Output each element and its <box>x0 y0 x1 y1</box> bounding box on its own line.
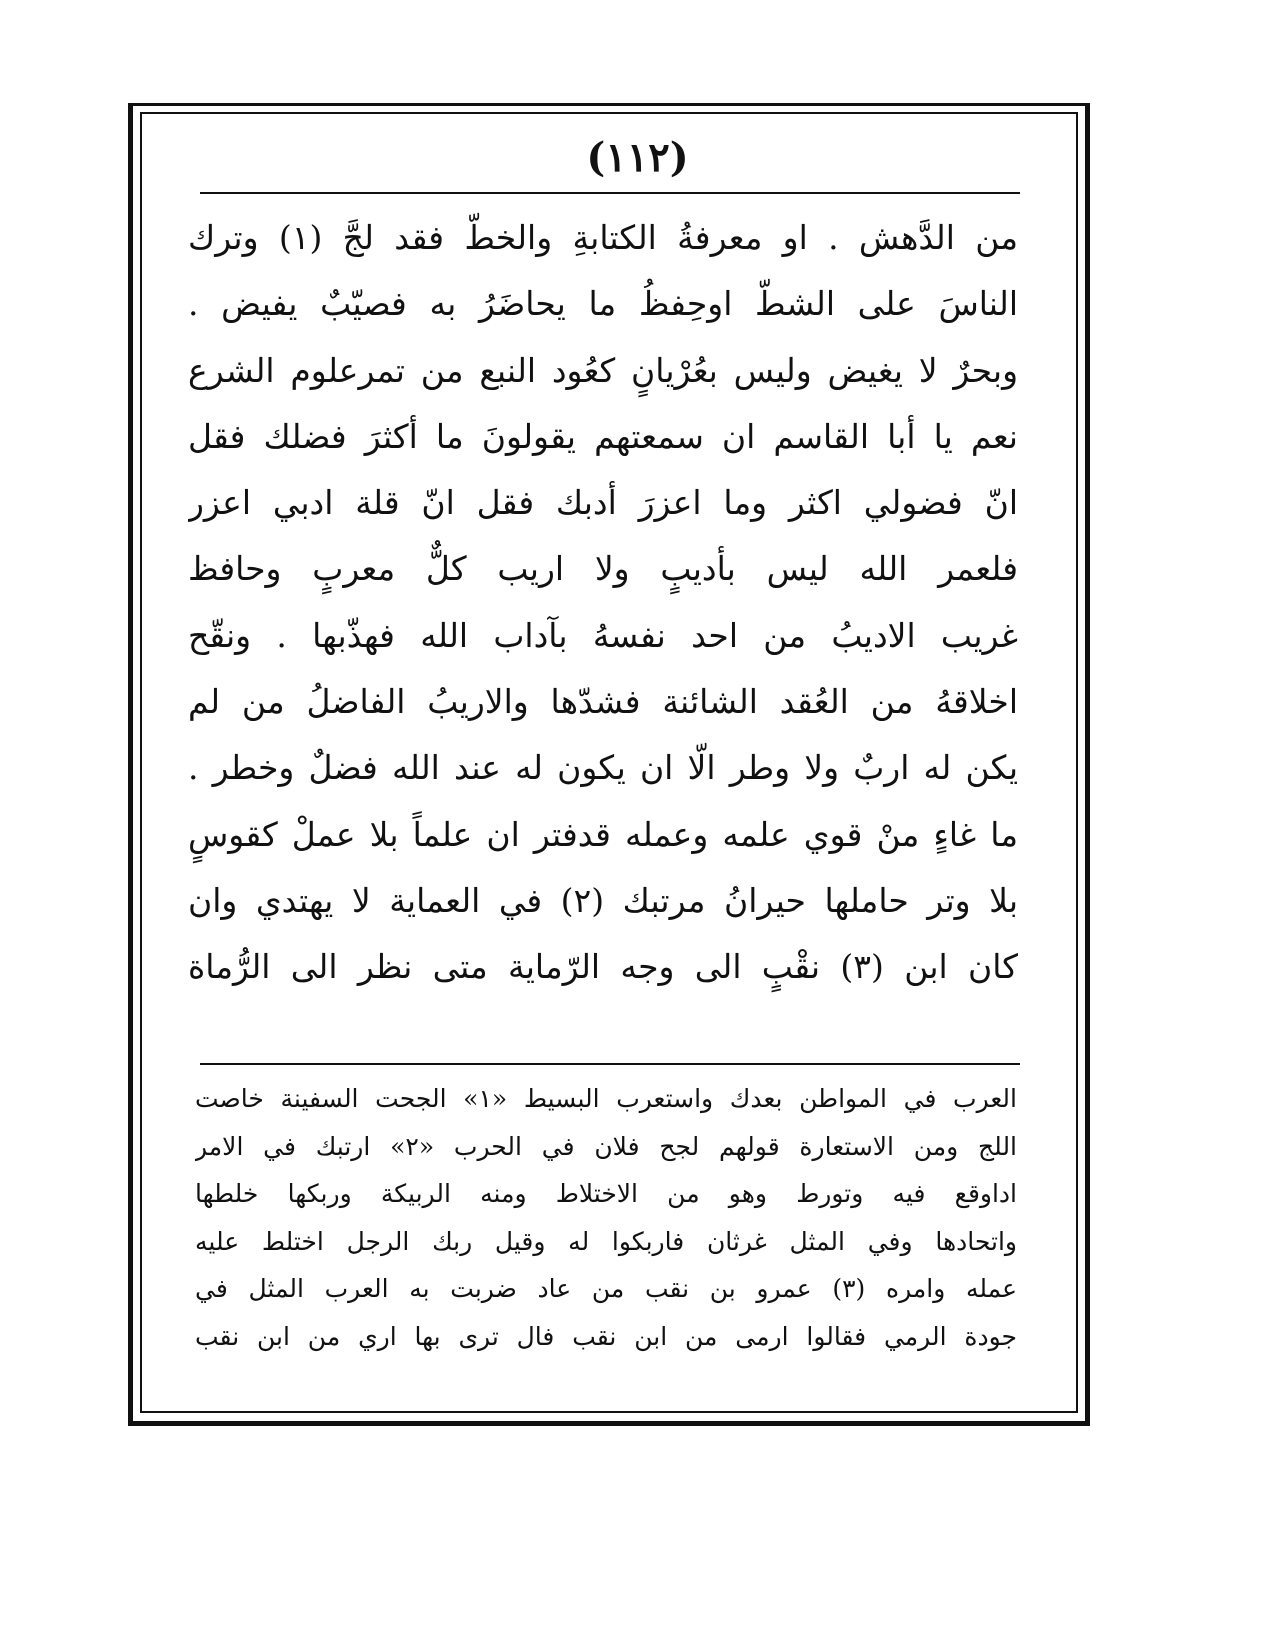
text-line: وبحرٌ لا يغيض وليس بعُرْيانٍ كعُود النبع من تمرعلوم الشرع <box>188 350 1018 390</box>
text-line: كان ابن (٣) نقْبٍ الى وجه الرّماية متى نظر الى الرُّماة <box>188 947 1018 987</box>
main-text <box>188 205 1018 1001</box>
footnote-line: عمله وامره (٣) عمرو بن نقب من عاد ضربت به العرب المثل في <box>195 1274 1017 1303</box>
page-number: (١١٢) <box>586 134 689 181</box>
text-line: اخلاقهُ من العُقد الشائنة فشدّها والاريبُ الفاضلُ من لم <box>188 682 1018 722</box>
footnote-line: واتحادها وفي المثل غرثان فاربكوا له وقيل ربك الرجل اختلط عليه <box>195 1226 1017 1256</box>
text-line: بلا وتر حاملها حيرانُ مرتبك (٢) في العماية لا يهتدي وان <box>188 880 1018 920</box>
text-line: من الدَّهش . او معرفةُ الكتابةِ والخطّ فقد لجَّ (١) وترك <box>188 218 1018 257</box>
footnote-line: اللج ومن الاستعارة قولهم لجح فلان في الحرب «٢» ارتبك في الامر <box>195 1131 1017 1161</box>
footnote-line: اداوقع فيه وتورط وهو من الاختلاط ومنه الربيكة وربكها خلطها <box>195 1179 1017 1208</box>
header-rule <box>200 192 1020 194</box>
text-line: غريب الاديبُ من احد نفسهُ بآداب الله فهذّبها . ونقّح <box>188 615 1018 655</box>
footnote-line: جودة الرمي فقالوا ارمى من ابن نقب فال ترى بها اري من ابن نقب <box>195 1321 1017 1351</box>
text-line: فلعمر الله ليس بأديبٍ ولا اريب كلٌّ معربٍ وحافظ <box>188 549 1018 589</box>
text-line: انّ فضولي اكثر وما اعزرَ أدبك فقل انّ قلة ادبي اعزر <box>188 483 1018 523</box>
text-line: يكن له اربٌ ولا وطر الّا ان يكون له عند الله فضلٌ وخطر . <box>188 748 1018 788</box>
footnotes <box>195 1075 1017 1360</box>
footnote-rule <box>200 1063 1020 1065</box>
text-line: الناسَ على الشطّ اوحِفظُ ما يحاضَرُ به فصيّبٌ يفيض . <box>188 284 1018 324</box>
text-line: ما غاءٍ منْ قوي علمه وعمله قدفتر ان علماً بلا عملْ كقوسٍ <box>188 814 1018 854</box>
text-line: نعم يا أبا القاسم ان سمعتهم يقولونَ ما أكثرَ فضلك فقل <box>188 416 1018 456</box>
footnote-line: العرب في المواطن بعدك واستعرب البسيط «١» الجحت السفينة خاصت <box>195 1084 1017 1113</box>
